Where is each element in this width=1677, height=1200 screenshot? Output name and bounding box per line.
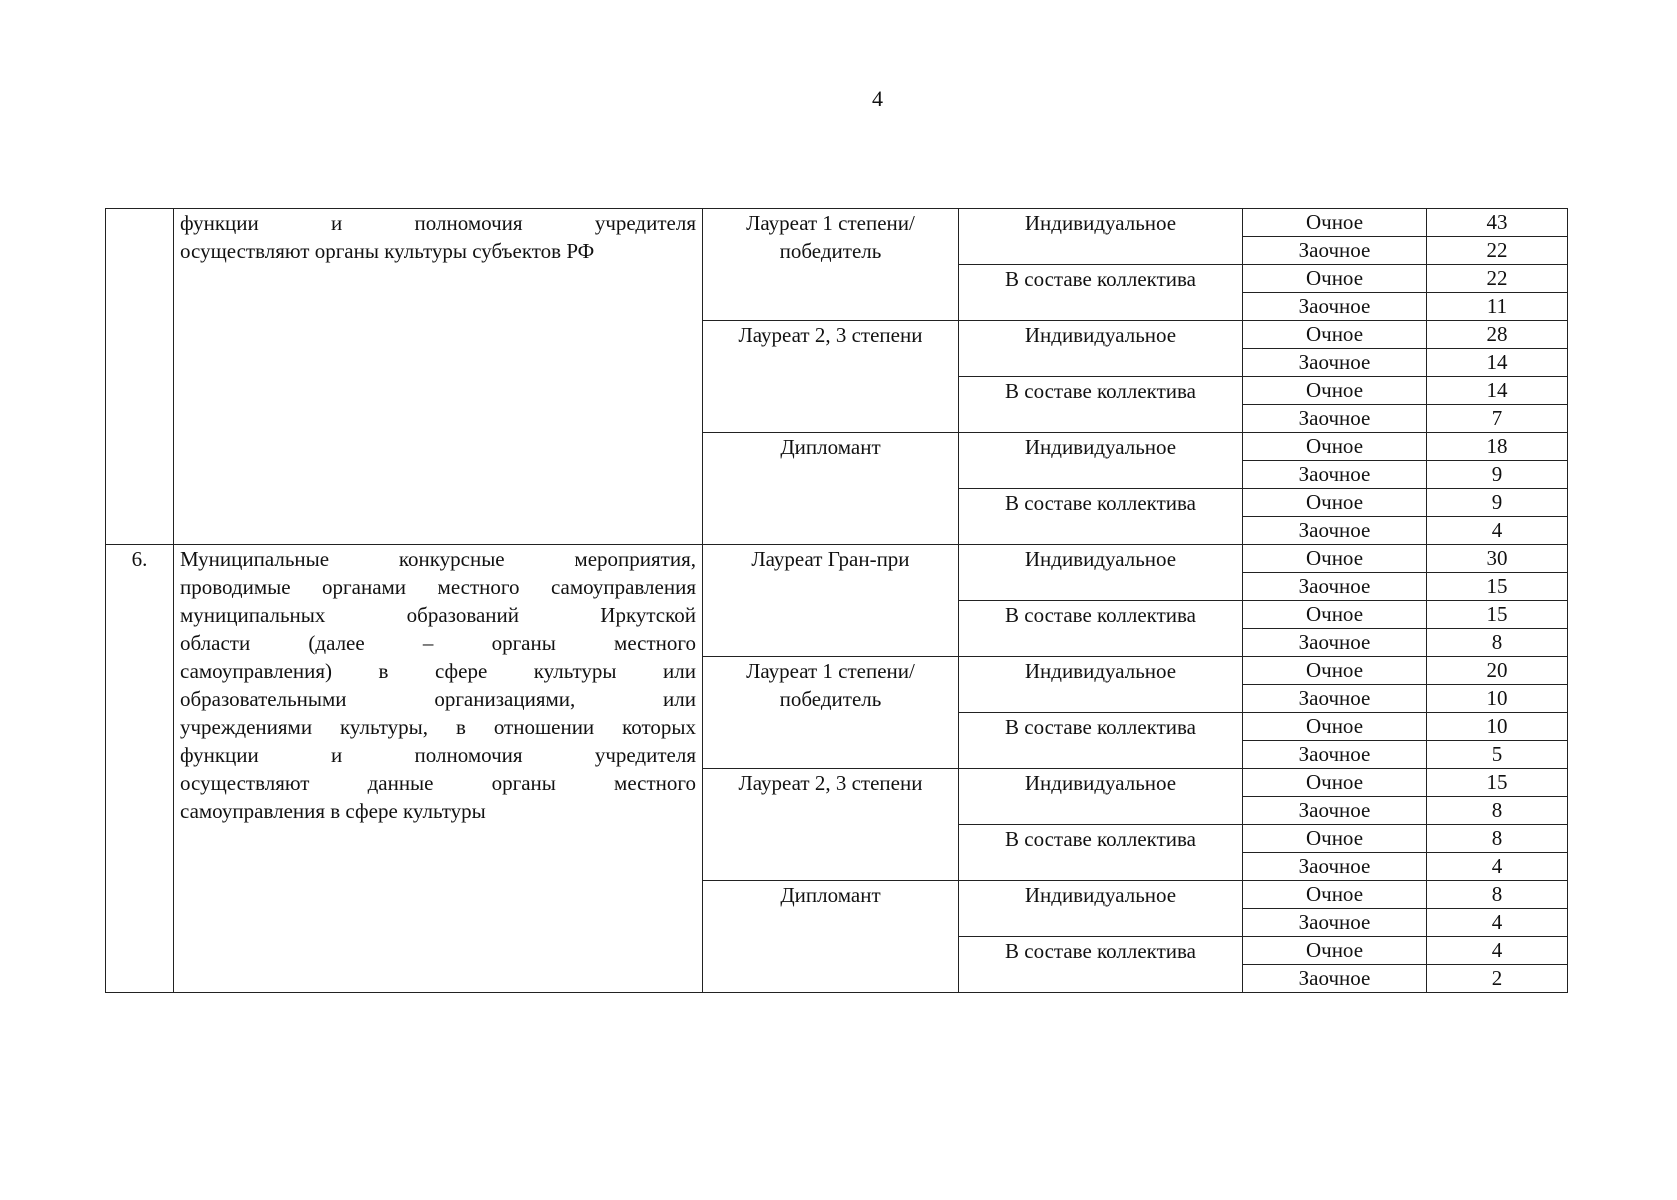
- participation-type: В составе коллектива: [959, 601, 1243, 657]
- participation-form: Заочное: [1243, 797, 1427, 825]
- points-value: 8: [1427, 797, 1568, 825]
- participation-form: Очное: [1243, 377, 1427, 405]
- participation-form: Заочное: [1243, 685, 1427, 713]
- award-name: Лауреат 2, 3 степени: [703, 321, 959, 433]
- points-value: 2: [1427, 965, 1568, 993]
- awards-points-table: [105, 208, 1568, 993]
- table-row: [106, 209, 1568, 237]
- participation-type: В составе коллектива: [959, 377, 1243, 433]
- participation-form: Очное: [1243, 265, 1427, 293]
- participation-form: Заочное: [1243, 629, 1427, 657]
- participation-form: Заочное: [1243, 293, 1427, 321]
- description-line: самоуправления в сфере культуры: [180, 799, 486, 823]
- description-line: области (далее – органы местного: [180, 631, 696, 655]
- points-value: 10: [1427, 713, 1568, 741]
- award-name: Дипломант: [703, 433, 959, 545]
- participation-form: Заочное: [1243, 517, 1427, 545]
- points-value: 10: [1427, 685, 1568, 713]
- points-value: 4: [1427, 517, 1568, 545]
- participation-form: Заочное: [1243, 461, 1427, 489]
- points-value: 15: [1427, 601, 1568, 629]
- points-value: 4: [1427, 909, 1568, 937]
- participation-type: Индивидуальное: [959, 209, 1243, 265]
- row-number: 6.: [106, 545, 174, 993]
- participation-form: Очное: [1243, 601, 1427, 629]
- participation-form: Очное: [1243, 657, 1427, 685]
- participation-type: Индивидуальное: [959, 769, 1243, 825]
- points-value: 5: [1427, 741, 1568, 769]
- description-line: образовательными организациями, или: [180, 687, 696, 711]
- description-line: осуществляют органы культуры субъектов РФ: [180, 239, 595, 263]
- participation-form: Заочное: [1243, 573, 1427, 601]
- award-name: Дипломант: [703, 881, 959, 993]
- award-name: Лауреат 1 степени/ победитель: [703, 209, 959, 321]
- description-line: муниципальных образований Иркутской: [180, 603, 696, 627]
- participation-type: В составе коллектива: [959, 489, 1243, 545]
- points-value: 20: [1427, 657, 1568, 685]
- description-line: проводимые органами местного самоуправления: [180, 575, 696, 599]
- participation-form: Очное: [1243, 545, 1427, 573]
- participation-form: Заочное: [1243, 909, 1427, 937]
- points-value: 8: [1427, 881, 1568, 909]
- participation-type: Индивидуальное: [959, 433, 1243, 489]
- description-line: осуществляют данные органы местного: [180, 771, 696, 795]
- participation-form: Очное: [1243, 433, 1427, 461]
- award-name: Лауреат 2, 3 степени: [703, 769, 959, 881]
- description-line: учреждениями культуры, в отношении которых: [180, 715, 696, 739]
- points-value: 9: [1427, 461, 1568, 489]
- participation-type: Индивидуальное: [959, 657, 1243, 713]
- participation-type: В составе коллектива: [959, 937, 1243, 993]
- points-value: 15: [1427, 769, 1568, 797]
- participation-form: Заочное: [1243, 237, 1427, 265]
- event-description: [174, 209, 703, 545]
- points-value: 28: [1427, 321, 1568, 349]
- description-line: функции и полномочия учредителя: [180, 743, 696, 767]
- participation-form: Заочное: [1243, 853, 1427, 881]
- points-value: 8: [1427, 629, 1568, 657]
- points-value: 43: [1427, 209, 1568, 237]
- award-name: Лауреат Гран-при: [703, 545, 959, 657]
- participation-type: В составе коллектива: [959, 713, 1243, 769]
- table-body: [106, 209, 1568, 993]
- participation-form: Очное: [1243, 321, 1427, 349]
- points-value: 30: [1427, 545, 1568, 573]
- participation-form: Очное: [1243, 881, 1427, 909]
- points-value: 14: [1427, 377, 1568, 405]
- participation-form: Очное: [1243, 769, 1427, 797]
- participation-type: В составе коллектива: [959, 825, 1243, 881]
- points-value: 15: [1427, 573, 1568, 601]
- participation-type: Индивидуальное: [959, 545, 1243, 601]
- points-value: 7: [1427, 405, 1568, 433]
- event-description: [174, 545, 703, 993]
- participation-form: Очное: [1243, 937, 1427, 965]
- points-value: 4: [1427, 853, 1568, 881]
- participation-form: Заочное: [1243, 741, 1427, 769]
- participation-form: Очное: [1243, 713, 1427, 741]
- participation-type: Индивидуальное: [959, 321, 1243, 377]
- participation-form: Очное: [1243, 825, 1427, 853]
- row-number: [106, 209, 174, 545]
- points-value: 9: [1427, 489, 1568, 517]
- description-line: функции и полномочия учредителя: [180, 211, 696, 235]
- points-value: 11: [1427, 293, 1568, 321]
- participation-type: Индивидуальное: [959, 881, 1243, 937]
- participation-form: Очное: [1243, 209, 1427, 237]
- participation-type: В составе коллектива: [959, 265, 1243, 321]
- table-row: [106, 545, 1568, 573]
- points-value: 14: [1427, 349, 1568, 377]
- participation-form: Очное: [1243, 489, 1427, 517]
- participation-form: Заочное: [1243, 349, 1427, 377]
- description-line: Муниципальные конкурсные мероприятия,: [180, 547, 696, 571]
- description-line: самоуправления) в сфере культуры или: [180, 659, 696, 683]
- points-value: 18: [1427, 433, 1568, 461]
- points-value: 22: [1427, 265, 1568, 293]
- participation-form: Заочное: [1243, 405, 1427, 433]
- points-value: 8: [1427, 825, 1568, 853]
- points-value: 4: [1427, 937, 1568, 965]
- award-name: Лауреат 1 степени/ победитель: [703, 657, 959, 769]
- participation-form: Заочное: [1243, 965, 1427, 993]
- page-number: 4: [872, 86, 883, 111]
- points-value: 22: [1427, 237, 1568, 265]
